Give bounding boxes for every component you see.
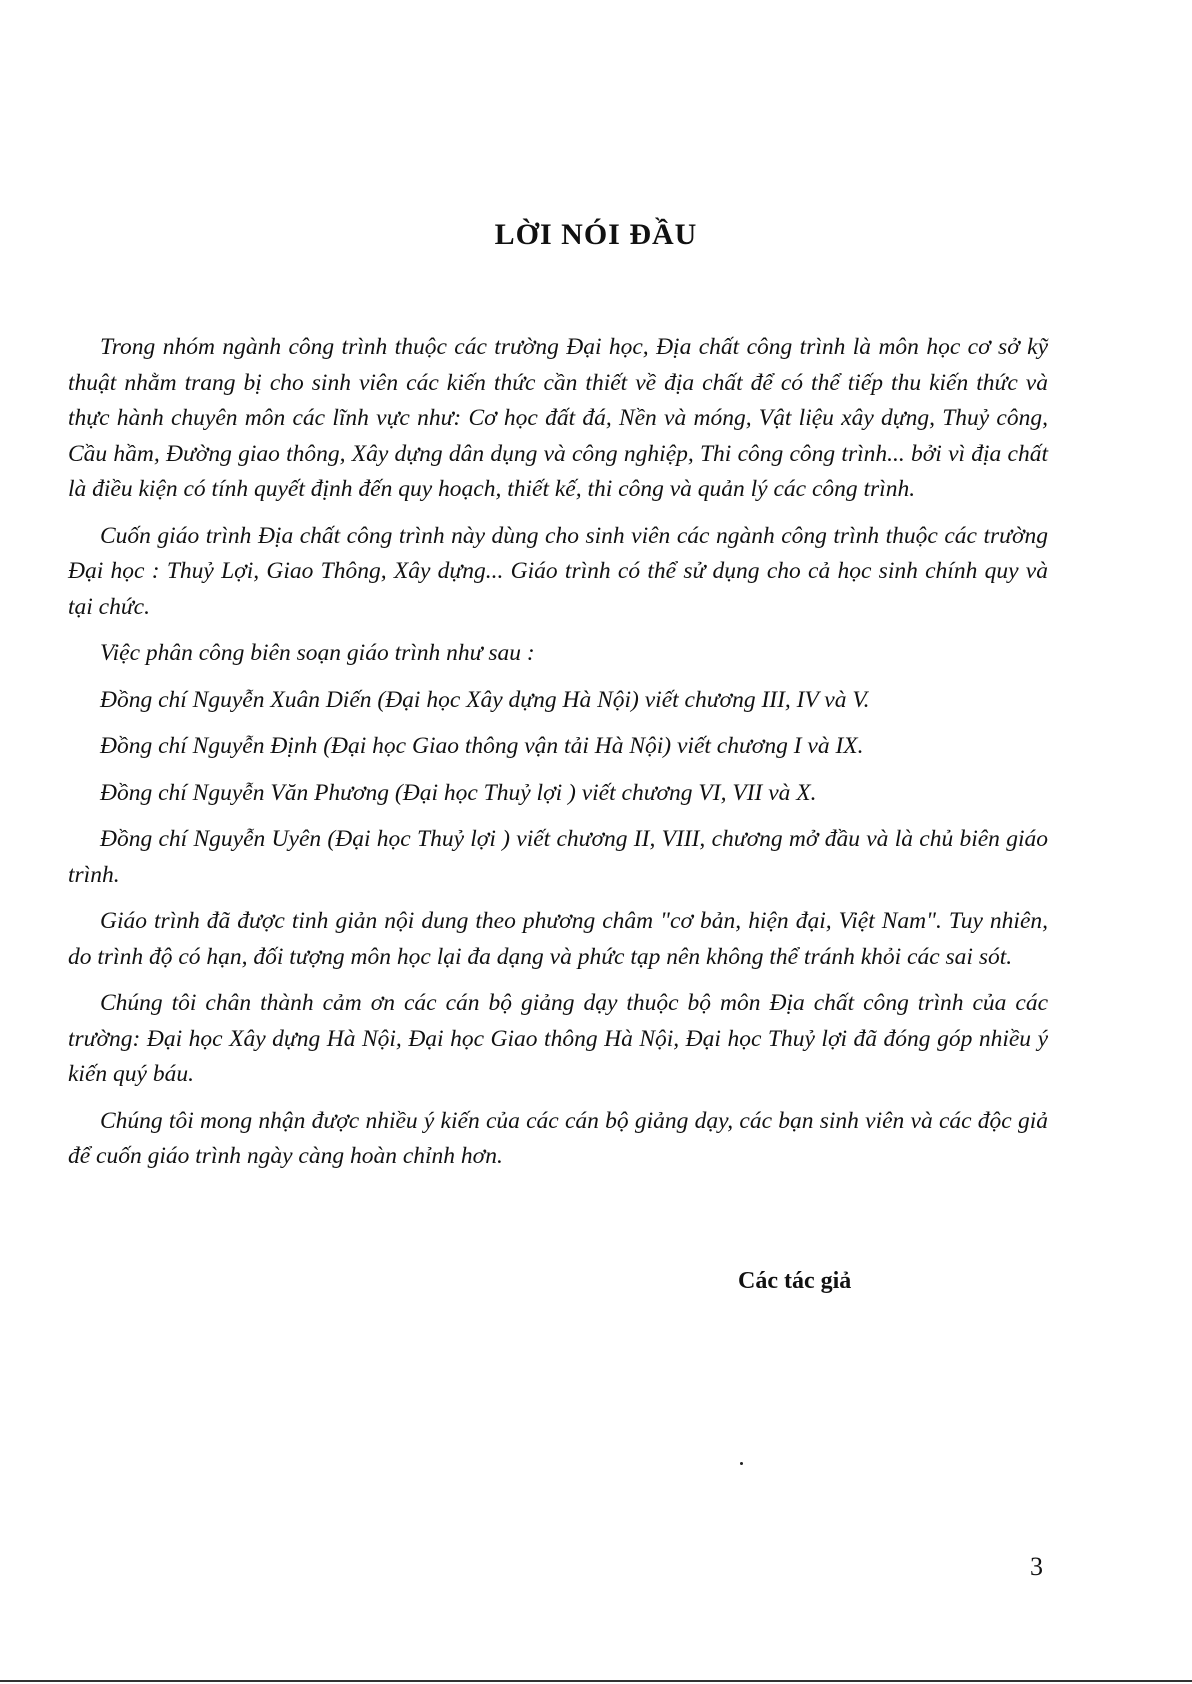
page-number: 3 — [1030, 1552, 1043, 1581]
paragraph-assignment: Việc phân công biên soạn giáo trình như sau : — [100, 640, 535, 666]
paragraph-author-dien: Đồng chí Nguyễn Xuân Diến (Đại học Xây dựng Hà Nội) viết chương III, IV và V. — [100, 686, 870, 713]
paragraph-audience: Cuốn giáo trình Địa chất công trình này dùng cho sinh viên các ngành công trình thuộc các trường Đại học : Thuỷ Lợi, Giao Thông, Xây dựng... Giáo trình có thể sử dụng cho cả học sinh chính quy và tại chức. — [68, 522, 1048, 620]
paragraph-author-uyen: Đồng chí Nguyễn Uyên (Đại học Thuỷ lợi ) viết chương II, VIII, chương mở đầu và là chủ biên giáo trình. — [68, 826, 1048, 888]
bottom-divider — [0, 1680, 1192, 1682]
page-title: LỜI NÓI ĐẦU — [494, 218, 698, 251]
paragraph-author-phuong: Đồng chí Nguyễn Văn Phương (Đại học Thuỷ lợi ) viết chương VI, VII và X. — [100, 779, 817, 806]
paragraph-thanks: Chúng tôi chân thành cảm ơn các cán bộ giảng dạy thuộc bộ môn Địa chất công trình của các trường: Đại học Xây dựng Hà Nội, Đại học Giao thông Hà Nội, Đại học Thuỷ lợi đã đóng góp nhiều ý kiến quý báu. — [68, 990, 1048, 1087]
signature: Các tác giả — [738, 1268, 852, 1294]
paragraph-author-dinh: Đồng chí Nguyễn Định (Đại học Giao thông vận tải Hà Nội) viết chương I và IX. — [100, 733, 864, 759]
paragraph-intro: Trong nhóm ngành công trình thuộc các trường Đại học, Địa chất công trình là môn học cơ sở kỹ thuật nhằm trang bị cho sinh viên các kiến thức cần thiết về địa chất để có thể tiếp thu kiến thức và thực hành chuyên môn các lĩnh vực như: Cơ học đất đá, Nền và móng, Vật liệu xây dựng, Thuỷ công, Cầu hầm, Đường giao thông, Xây dựng dân dụng và công nghiệp, Thi công công trình... bởi vì địa chất là điều kiện có tính quyết định đến quy hoạch, thiết kế, thi công và quản lý các công trình. — [68, 334, 1048, 502]
paragraph-feedback: Chúng tôi mong nhận được nhiều ý kiến của các cán bộ giảng dạy, các bạn sinh viên và các độc giả để cuốn giáo trình ngày càng hoàn chỉnh hơn. — [68, 1107, 1048, 1169]
preface-body — [68, 330, 1048, 1186]
scan-speck — [740, 1462, 743, 1465]
paragraph-scope: Giáo trình đã được tinh giản nội dung theo phương châm "cơ bản, hiện đại, Việt Nam". Tuy nhiên, do trình độ có hạn, đối tượng môn học lại đa dạng và phức tạp nên không thể tránh khỏi các sai sót. — [68, 908, 1048, 970]
